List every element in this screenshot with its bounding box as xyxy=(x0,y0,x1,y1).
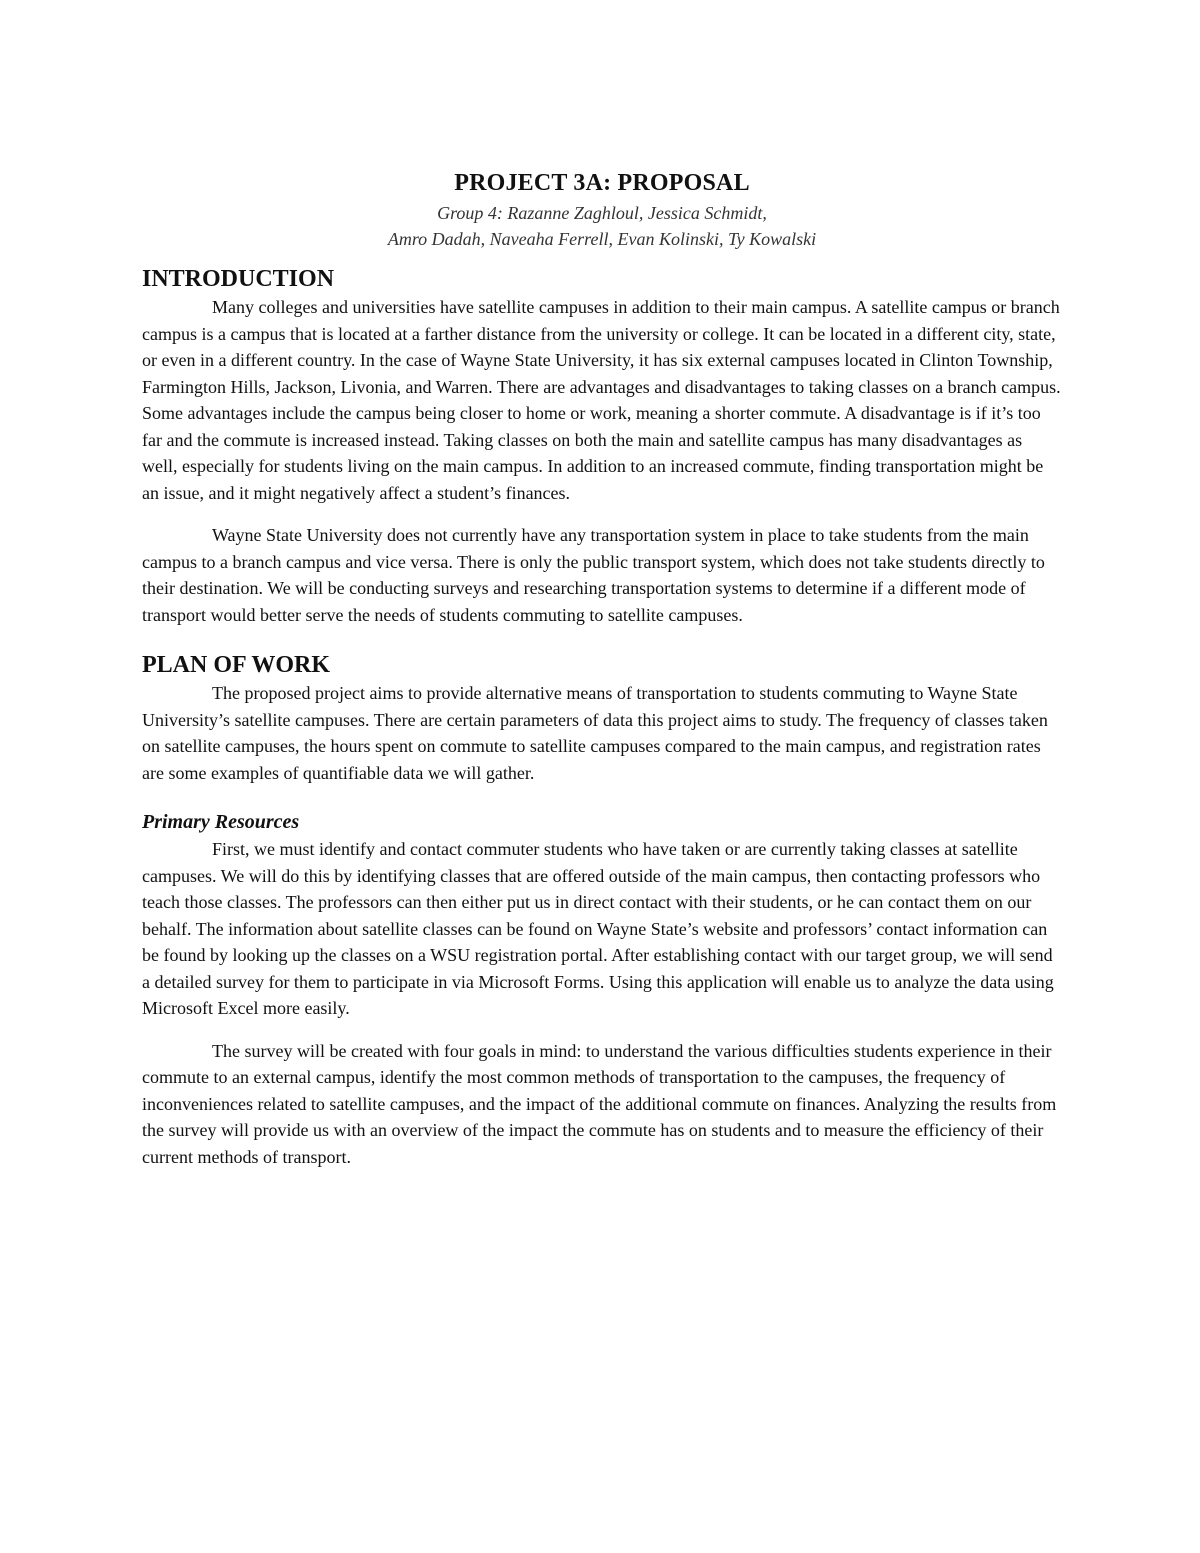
primary-resources-paragraph-1: First, we must identify and contact commuter students who have taken or are currently taking classes at satellite campuses. We will do this by identifying classes that are offered outside of the main campus, then contacting professors who teach those classes. The professors can then either put us in direct contact with their students, or he can contact them on our behalf. The information about satellite classes can be found on Wayne State’s website and professors’ contact information can be found by looking up the classes on a WSU registration portal. After establishing contact with our target group, we will send a detailed survey for them to participate in via Microsoft Forms. Using this application will enable us to analyze the data using Microsoft Excel more easily. xyxy=(142,839,1054,1018)
primary-resources-paragraph-2: The survey will be created with four goals in mind: to understand the various difficulties students experience in their commute to an external campus, identify the most common methods of transportation to the campuses, the frequency of inconveniences related to satellite campuses, and the impact of the additional commute on finances. Analyzing the results from the survey will provide us with an overview of the impact the commute has on students and to measure the efficiency of their current methods of transport. xyxy=(142,1040,1057,1167)
document-title: PROJECT 3A: PROPOSAL xyxy=(454,170,750,196)
introduction-heading: INTRODUCTION xyxy=(142,266,335,292)
authors-line-2: Amro Dadah, Naveaha Ferrell, Evan Kolinski, Ty Kowalski xyxy=(387,229,817,249)
plan-of-work-paragraph-1: The proposed project aims to provide alternative means of transportation to students commuting to Wayne State University’s satellite campuses. There are certain parameters of data this project aims to study. The frequency of classes taken on satellite campuses, the hours spent on commute to satellite campuses compared to the main campus, and registration rates are some examples of quantifiable data we will gather. xyxy=(142,683,1048,783)
primary-resources-heading: Primary Resources xyxy=(142,811,300,833)
document-page xyxy=(142,168,1062,1170)
plan-of-work-heading: PLAN OF WORK xyxy=(142,652,331,678)
introduction-paragraph-2: Wayne State University does not currently have any transportation system in place to take students from the main campus to a branch campus and vice versa. There is only the public transport system, which does not take students directly to their destination. We will be conducting surveys and researching transportation systems to determine if a different mode of transport would better serve the needs of students commuting to satellite campuses. xyxy=(142,525,1045,625)
introduction-paragraph-1: Many colleges and universities have satellite campuses in addition to their main campus. A satellite campus or branch campus is a campus that is located at a farther distance from the university or college. It can be located in a different city, state, or even in a different country. In the case of Wayne State University, it has six external campuses located in Clinton Township, Farmington Hills, Jackson, Livonia, and Warren. There are advantages and disadvantages to taking classes on a branch campus. Some advantages include the campus being closer to home or work, meaning a shorter commute. A disadvantage is if it’s too far and the commute is increased instead. Taking classes on both the main and satellite campus has many disadvantages as well, especially for students living on the main campus. In addition to an increased commute, finding transportation might be an issue, and it might negatively affect a student’s finances. xyxy=(142,297,1061,503)
authors-block xyxy=(142,200,1062,252)
authors-line-1: Group 4: Razanne Zaghloul, Jessica Schmidt, xyxy=(437,203,767,223)
